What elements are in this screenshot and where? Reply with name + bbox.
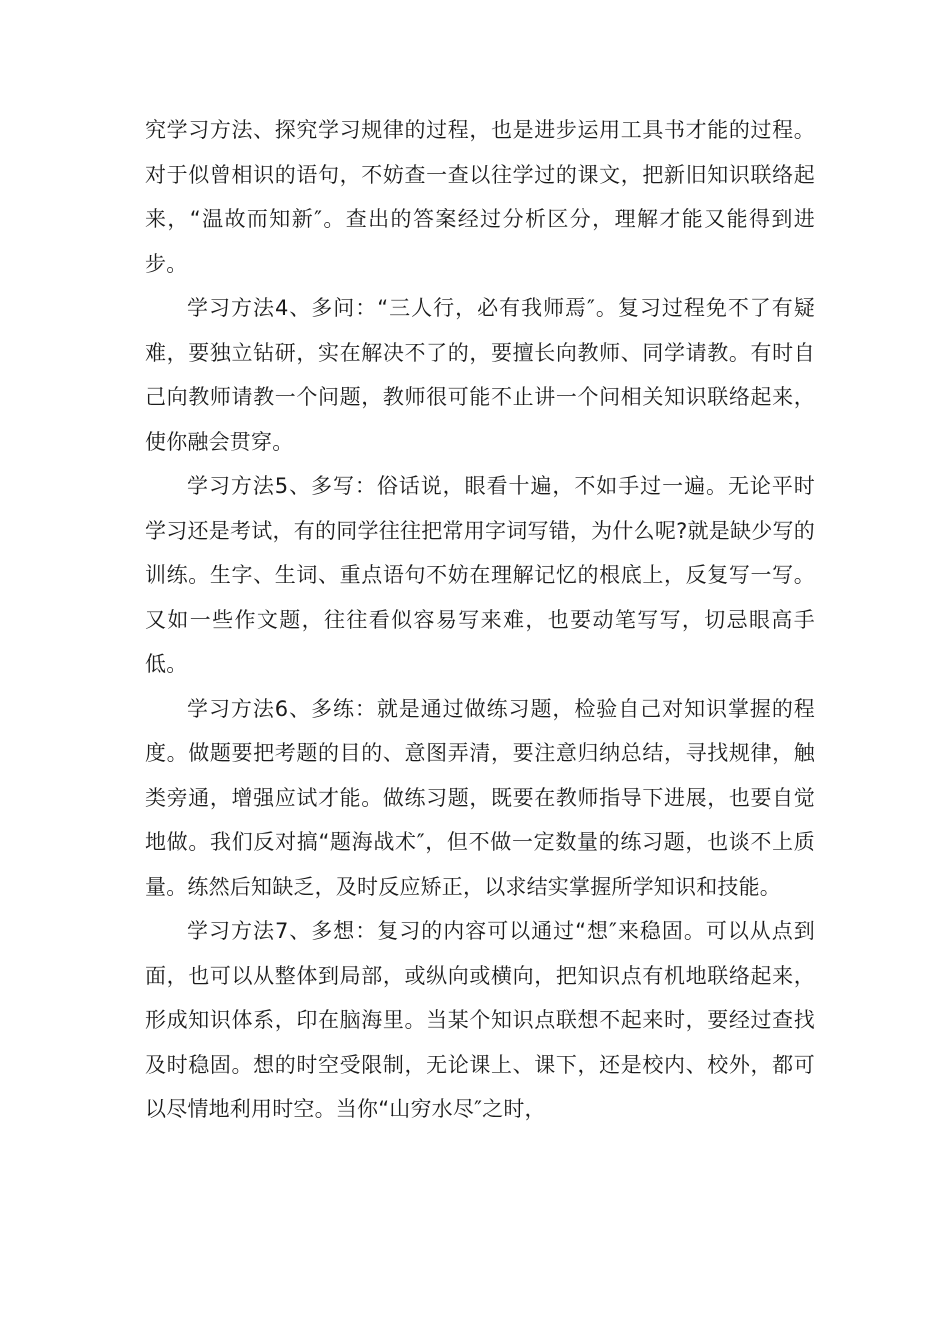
paragraph-method-7: 学习方法7、多想：复习的内容可以通过“想″来稳固。可以从点到面，也可以从整体到局部，或纵向或横向，把知识点有机地联络起来，形成知识体系，印在脑海里。当某个知识点联想不起来时，要经过查找及时稳固。想的时空受限制，无论课上、课下，还是校内、校外，都可以尽情地利用时空。当你“山穷水尽″之时， bbox=[145, 919, 815, 1121]
paragraph-continued: 究学习方法、探究学习规律的过程，也是进步运用工具书才能的过程。对于似曾相识的语句，不妨查一查以往学过的课文，把新旧知识联络起来，“温故而知新″。查出的答案经过分析区分，理解才能又能得到进步。 bbox=[145, 118, 815, 276]
body-text bbox=[145, 108, 815, 1132]
paragraph-method-4: 学习方法4、多问：“三人行，必有我师焉″。复习过程免不了有疑难，要独立钻研，实在解决不了的，要擅长向教师、同学请教。有时自己向教师请教一个问题，教师很可能不止讲一个问相关知识联络起来，使你融会贯穿。 bbox=[145, 296, 815, 454]
paragraph-method-5: 学习方法5、多写：俗话说，眼看十遍，不如手过一遍。无论平时学习还是考试，有的同学往往把常用字词写错，为什么呢?就是缺少写的训练。生字、生词、重点语句不妨在理解记忆的根底上，反复写一写。又如一些作文题，往往看似容易写来难，也要动笔写写，切忌眼高手低。 bbox=[145, 474, 815, 676]
paragraph-method-6: 学习方法6、多练：就是通过做练习题，检验自己对知识掌握的程度。做题要把考题的目的、意图弄清，要注意归纳总结，寻找规律，触类旁通，增强应试才能。做练习题，既要在教师指导下进展，也要自觉地做。我们反对搞“题海战术″，但不做一定数量的练习题，也谈不上质量。练然后知缺乏，及时反应矫正，以求结实掌握所学知识和技能。 bbox=[145, 696, 815, 899]
